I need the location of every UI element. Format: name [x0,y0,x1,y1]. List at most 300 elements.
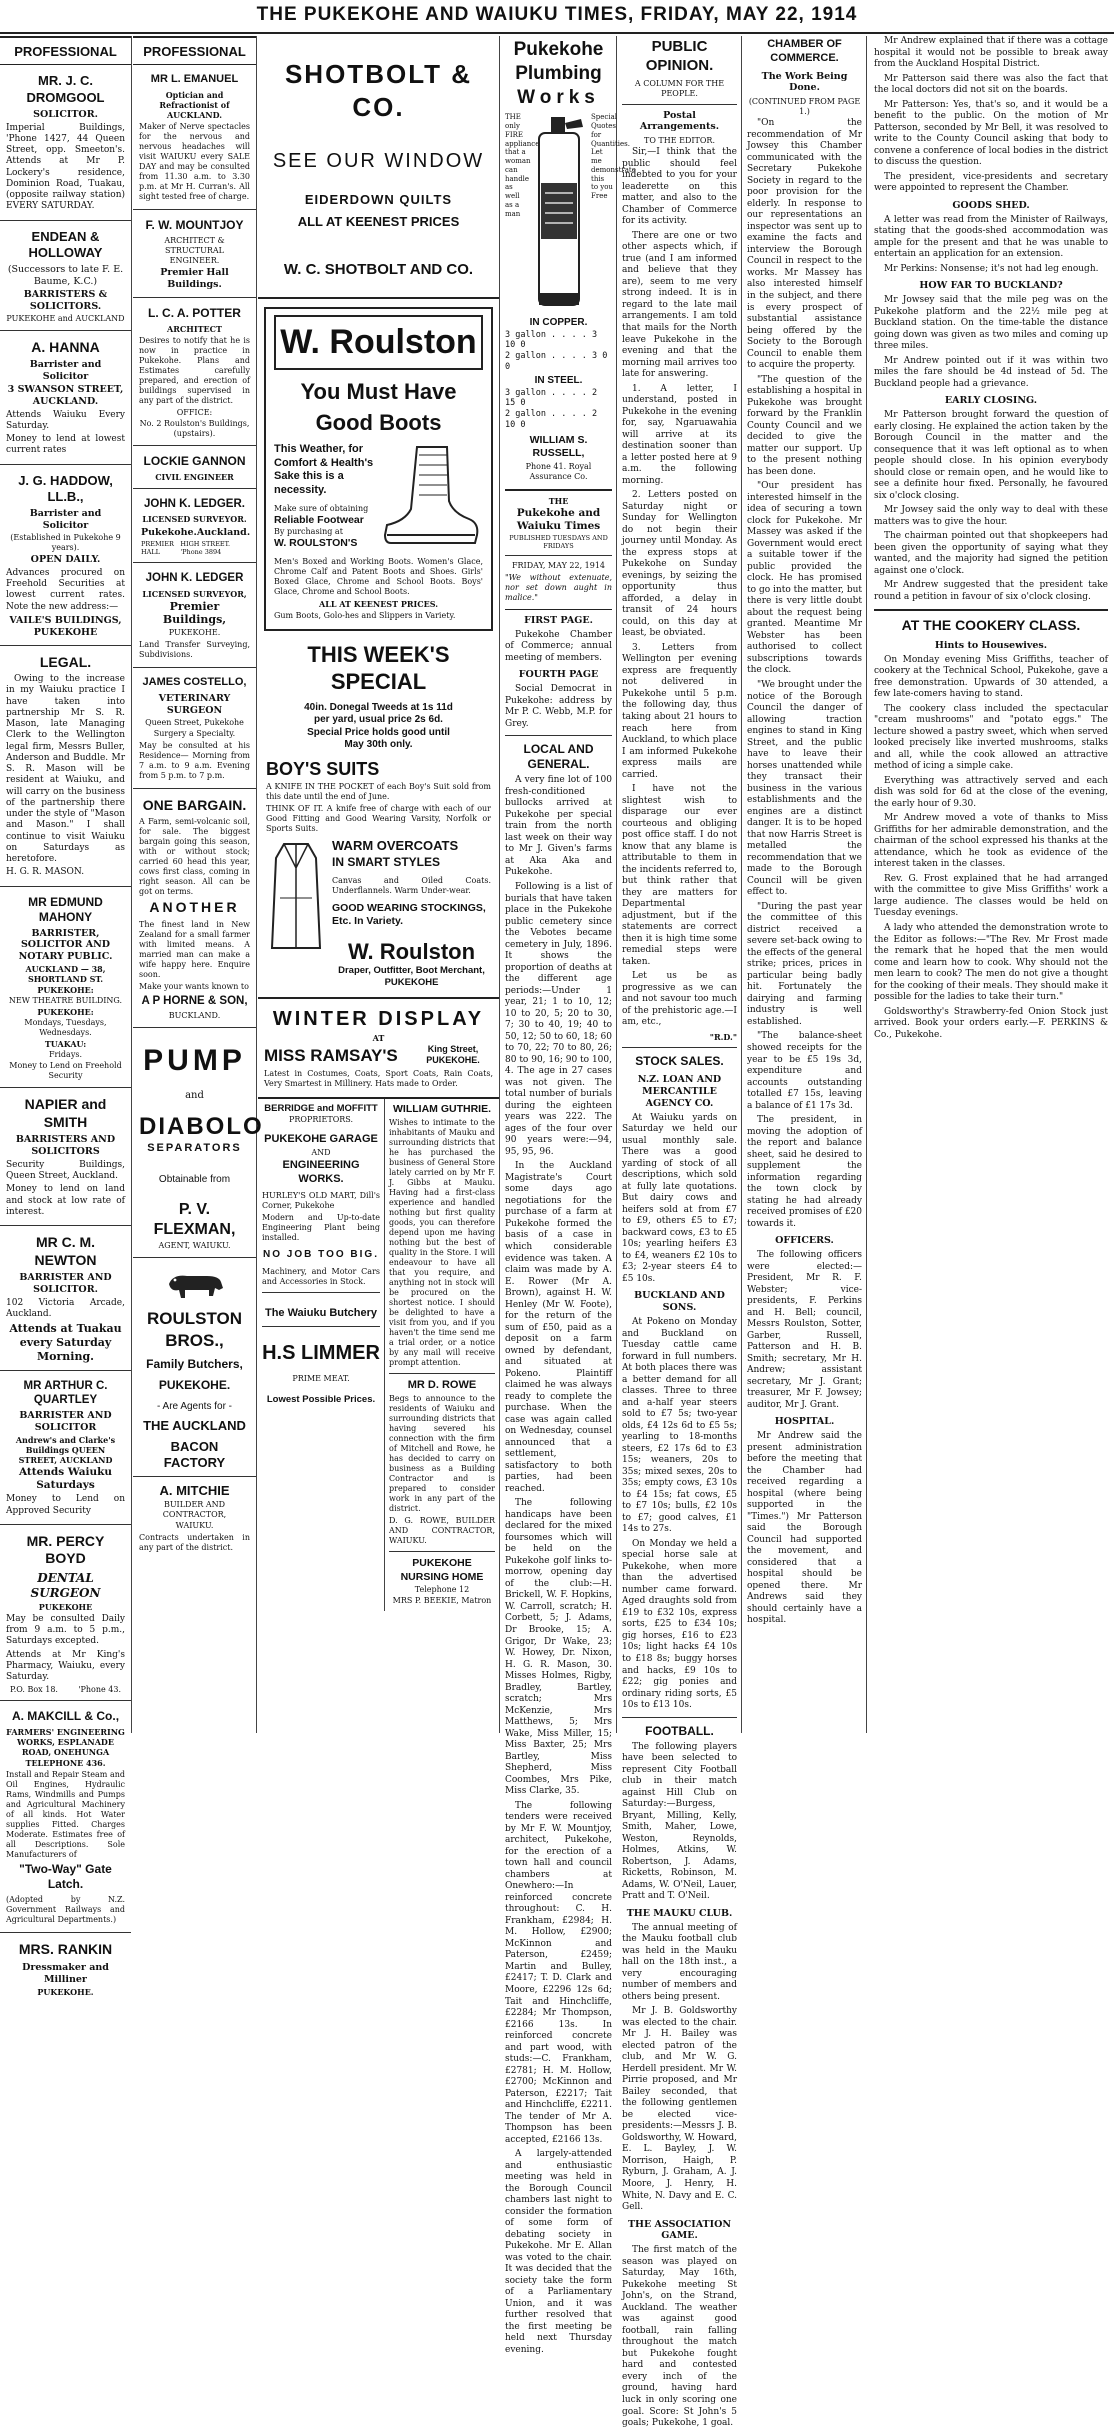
ad-plumbing-works: Works [517,86,600,108]
ad-stockings: GOOD WEARING STOCKINGS, Etc. In Variety. [332,901,486,927]
ad-ledger-2 [133,563,256,668]
index-first-text: Pukekohe Chamber of Commerce; annual meeting of members. [505,629,612,663]
letter-sign: "R.D." [709,1031,737,1042]
ad-winter-latest: Latest in Costumes, Coats, Sport Coats, Rain Coats, Very Smartest in Millinery. Hats made to Order. [264,1068,493,1088]
overcoat-icon [266,838,326,958]
ad-money: Money to lend on land and stock at low rate of interest. [6,1184,125,1217]
football-paragraph: The annual meeting of the Mauku football club was held in the Mauku hall on the 18th inst., a very encouraging number of members and others being present. [622,1922,737,2002]
ad-gannon [133,446,256,489]
column-plumbing-editorial [501,36,636,2355]
ad-name: JOHN K. LEDGER. [144,497,245,510]
ad-overcoats-canvas: Canvas and Oiled Coats. Underflannels. Warm Under-wear. [332,875,491,895]
ad-rowe-sign: D. G. ROWE, BUILDER AND CONTRACTOR, WAIUKU. [389,1516,495,1546]
stock-paragraph: On Monday we held a special horse sale at Pukekohe, when more than the advertised number came forward. Aged draughts sold from £19 to £32 10s, express sorts, £25 to £34 10s; gig horses, £16 to £23 10s; light hacks £4 10s to £18 8s; buggy horses and hacks, £9 10s to £22; gig ponies and ordinary riding sorts, £5 10s to £13 10s. [622,1538,737,1711]
ad-text: (Adopted by N.Z. Government Railways and Agricultural Departments.) [6,1895,125,1925]
ad-address: Premier Hall Buildings. [160,267,229,290]
ad-name: A. MITCHIE [159,1483,230,1498]
ad-tk-day: Fridays. [49,1050,82,1060]
ad-roulston-keenest: ALL AT KEENEST PRICES. [319,598,438,609]
ad-legal [0,646,131,887]
officers-heading: OFFICERS. [775,1235,834,1247]
ad-hurleys: HURLEY'S OLD MART, Dill's Corner, Pukekohe [262,1190,380,1210]
ad-days: Mondays, Tuesdays, Wednesdays. [24,1018,107,1038]
stock-sales-heading: STOCK SALES. [635,1053,724,1068]
ad-draper: Draper, Outfitter, Boot Merchant, PUKEKOHE [338,965,485,989]
ad-office-address: No. 2 Roulston's Buildings, (upstairs). [139,418,250,438]
ad-obtainable: Obtainable from [158,1173,231,1185]
chamber-paragraph: Mr Jowsey said the only way to deal with these matters was to give the hour. [874,505,1108,527]
football-paragraph: Mr J. B. Goldsworthy was elected to the chair. Mr J. H. Bailey was elected patron of the club, and Mr W. G. Herdell president. Mr W. Pirrie proposed, and Mr Bailey seconded, that the following gentlemen be elected vice-presidents:—Messrs J. B. Goldsworthy, W. Howard, E. L. Bayley, J. W. Morrison, Haigh, P. Ryburn, J. Graham, A. J. Moore, J. Henry, H. White, N. Davy and E. C. Gell. [622,2006,737,2213]
ad-place: Pukekohe. [141,527,197,539]
chamber-paragraph: Mr Patterson said there was also the fact that the local doctors did not sit on the boards. [874,73,1108,96]
letter-paragraph: 3. Letters from Wellington per evening express are frequently not delivered in Pukekohe until 5 p.m. the following day, thus taking about 21 hours to reach here from Auckland, to which place I am informed Pukekohe express mails are carried. [622,642,737,780]
ad-money: Money to Lend on Freehold Security [9,1061,122,1081]
ad-address: 102 Victoria Arcade, Auckland. [6,1297,125,1320]
ad-place: WAIUKU. [175,1521,214,1531]
cookery-paragraph: On Monday evening Miss Griffiths, teacher of cookery at the Technical School, Pukekohe, gave a free demonstration. Upwards of 30 attended, a few late-comers having to stand. [874,654,1108,700]
column-chamber-commerce [743,36,867,1733]
ad-name: ONE BARGAIN. [142,796,247,813]
cookery-heading: AT THE COOKERY CLASS. [901,617,1081,634]
chamber-paragraph: "The balance-sheet showed receipts for the year to be £5 19s 3d, expenditure and accounts outstanding totalled £7 15s, leaving a balance of £1 17s 3d. [747,1031,862,1111]
chamber-paragraph: The president, in moving the adoption of the report and balance sheet, said he desired to supplement the information regarding the town clock by stating he had already received promises of £20 towards it. [747,1115,863,1229]
local-general-heading: LOCAL AND GENERAL. [523,742,594,772]
cookery-paragraph: A lady who attended the demonstration wrote to the Editor as follows:—"The Rev. Mr Frost made the remark that he hoped that the men would come and learn how to cook. Why should not the men learn to cook? The men do not give a thought for the cooking of their meals. They should make it possible for the ladies to take their turn." [874,923,1108,1003]
chamber-paragraph: Mr Perkins: Nonsense; it's not had leg enough. [884,263,1099,274]
ad-name: MR EDMUND MAHONY [28,894,103,924]
ad-place: BUCKLAND. [168,1011,221,1020]
ad-lowest: Lowest Possible Prices. [266,1393,376,1405]
ad-plumbing-russellsub: Phone 41. Royal Assurance Co. [525,461,592,481]
ad-agents: - Are Agents for - [156,1400,233,1412]
ad-place: PUKEKOHE and AUCKLAND [6,313,125,323]
stock-paragraph: At Waiuku yards on Saturday we held our usual monthly sale. There was a good yarding of stock of all descriptions, which sold at fully late quotations. But dairy cows and heifers sold at from £7 to £9, others £5 to £7; backward cows, £3 to £5 10s; yearling heifers £3 to £4, weaners £2 10s to £3; 2-year steers £4 to £5 10s. [622,1112,737,1284]
ad-diabolo: DIABOLO [139,1113,264,1140]
chamber-heading: CHAMBER OF COMMERCE. [767,38,842,64]
ad-address: HIGH STREET. 'Phone 3894 [180,540,231,557]
ad-special-think: THINK OF IT. A knife free of charge with each of our Good Fitting and Good Wearing Varsity, Norfolk or Sports Suits. [266,804,491,834]
ad-butchers: Family Butchers, [146,1356,243,1371]
ad-plumbing-left: THE only FIRE appliance that a woman can handle as well as a man [505,113,540,218]
ad-plumbing-cu2: 2 gallon . . . . 3 0 0 [505,351,608,372]
ad-roulston-wr: W. ROULSTON'S [274,536,358,549]
ad-quartley [0,1371,131,1525]
ad-plumbing-pukekohe: Pukekohe [513,39,604,60]
ad-guthrie-text: Wishes to intimate to the inhabitants of Mauku and surrounding districts that he has purchased the business of General Store lately carried on by Mr F. J. Gibbs at Mauku. Having had a first-class experience and handled nothing but first quality goods, you can therefore depend upon me having nothing but the best of quality in the Store. I will endeavour to have all that you require, and anything not in stock will be procured on the shortest notice. I should be delighted to have a visit from you, and if you haven't the time send me a trial order, or a notice by any mail will receive prompt attention. [389,1117,495,1367]
stock-paragraph: At Pokeno on Monday and Buckland on Tuesday cattle came forward in full numbers. At both places there was a better demand for all classes. Three to three and a-half year steers sold to £7 5s; two-year olds, £4 12s 6d to £5 5s; yearling to 18-months steers, £2 17s 6d to £3 15s; weaners, 20s to 35s; mixed sexes, 20s to 35s; empty cows, £3 10s to £4 15s; fat cows, £5 to £7 10s; bulls, £2 10s to £7; good calves, £1 14s to 27s. [622,1317,737,1535]
cookery-paragraph: Mr Andrew moved a vote of thanks to Miss Griffiths for her admirable demonstration, and the chairman of the school expressed his thanks at the attendance, which he took as evidence of the interest taken in the classes. [874,813,1108,870]
ad-plumbing-russell: WILLIAM S. RUSSELL, [529,434,588,460]
ad-text: Desires to notify that he is now in practice in Pukekohe. Plans and Estimates carefully prepared, and erection of buildings supervised in any part of the district. [139,335,250,405]
ad-address: VAILE'S BUILDINGS, PUKEKOHE [9,614,122,638]
association-heading: THE ASSOCIATION GAME. [627,2218,732,2242]
ad-bargain [133,789,256,1028]
chamber-paragraph: The following officers were elected:—President, Mr R. F. Webster; vice-presidents, F. Perkins and H. Bell; council, Messrs Roulston, Sotter, Garber, Russell, Patterson and H. B. Smith; secretary, Mr H. Andrew; assistant secretary, Mr J. Grant; treasurer, Mr F. Jowsey; auditor, Mr J. Grant. [747,1250,862,1410]
ad-makcill [0,1701,131,1933]
ad-overcoats: WARM OVERCOATS [332,838,459,854]
ad-plumbing [505,38,636,491]
ad-role: Barrister and Solicitor [29,508,102,531]
ad-guthrie: WILLIAM GUTHRIE. [393,1102,491,1115]
fire-extinguisher-icon [527,113,591,313]
section-heading: PROFESSIONAL [133,36,256,65]
ad-name: MR. PERCY BOYD [26,1532,105,1567]
football-heading: FOOTBALL. [645,1723,714,1738]
ad-rowe-text: Begs to announce to the residents of Waiuku and surrounding districts that having severed his connection with the firm of Mitchell and Rowe, he has decided to carry on business as a Building Contractor and is prepared to consider work in any part of the district. [389,1394,495,1514]
ad-dromgool [0,65,131,220]
ad-role: BARRISTER, SOLICITOR AND NOTARY PUBLIC. [18,927,113,963]
index-first: FIRST PAGE. [524,615,593,626]
ad-money: Money to Lend on Approved Security [6,1494,125,1516]
ad-name: A. MAKCILL & Co., [11,1709,120,1724]
ad-text: Owing to the increase in my Waiuku practice I have taken into partnership Mr S. R. Mason, late Managing Clerk to the Wellington legal firm, Messrs Buller, Anderson and Buddle. Mr S. R. Mason will be resident at Waiuku, and will carry on the business of the partnership there under the style of "Mason and Mason." I shall continue to visit Waiuku on Saturdays as heretofore. [6,674,125,864]
ad-text: May be consulted at his Residence— Morning from 7 a.m. to 9 a.m. Evening from 5 p.m. to 7 p.m. [139,740,250,780]
ad-text: Install and Repair Steam and Oil Engines, Hydraulic Rams, Windmills and Pumps and Agricultural Machinery of all kinds. Hot Water supplies Fitted. Charges Moderate. Estimates free of all Descriptions. Sole Manufacturers of [6,1770,125,1860]
chamber-paragraph: The chairman pointed out that shopkeepers had been given the opportunity of saying what they wanted, and the majority had signed the petition against one o'clock. [874,531,1108,576]
ad-role: Dressmaker and Milliner [22,1961,109,1985]
football-paragraph: The following players have been selected to represent City Football club in their match against Hill Club on Saturday:—Burgess, Bryant, Milling, Kelly, Smith, Maher, Lowe, Weston, Reynolds, Holmes, Atkins, W. Robertson, J. Adams, Ricketts, Robinson, M. Adams, W. O'Neil, Lauer, Pratt and T. O'Neil. [622,1741,737,1902]
ad-plumbing-copper: IN COPPER. [529,317,588,329]
column-chamber-continued [868,36,1114,1733]
closing-note: Goldsworthy's Strawberry-fed Onion Stock just arrived. Book your orders early.—F. PERKINS & Co., Pukekohe. [874,1006,1108,1040]
ad-roulston-purchasing: By purchasing at [274,526,343,536]
mauku-heading: THE MAUKU CLUB. [626,1907,733,1919]
ad-special [258,639,499,991]
cookery-sub: Hints to Housewives. [934,639,1048,651]
ad-limmer: H.S LIMMER [262,1341,380,1364]
ad-name: ROULSTON BROS., [146,1309,243,1350]
chamber-paragraph: A letter was read from the Minister of Railways, stating that the goods-shed accommodation was ample for the present and that he was unable to entertain an application for an extension. [874,214,1108,260]
ad-pk2: PUKEKOHE: [37,1007,94,1018]
column-public-opinion [618,36,742,2429]
ad-hanna [0,331,131,465]
column-professional-2 [133,36,264,1733]
article-paragraph: In the Auckland Magistrate's Court some days ago negotiations for the purchase of a farm at Pukekohe formed the basis of a case in which considerable evidence was taken. A claim was made by A. E. Rower (Mr A. Brown), against H. W. Henley (Mr W. Foote), for the return of the sum of £50, paid as a deposit on a farm owned by defendant, and situated at Pokeno. Plaintiff claimed he was always ready to complete the purchase. When the case was again called on Wednesday, counsel announced that a settlement, satisfactory to both parties, had been reached. [505,1161,612,1494]
ad-est: (Established in Pukekohe 9 years). [10,532,121,552]
ad-pk-address: NEW THEATRE BUILDING. [8,996,123,1006]
ad-name: LOCKIE GANNON [143,453,246,468]
ad-proprietors: PROPRIETORS. [288,1115,354,1125]
ad-name: MR. J. C. DROMGOOL [26,73,105,105]
ad-attends: Attends Waiuku Saturdays [18,1466,113,1492]
ad-flexman: P. V. FLEXMAN, [153,1201,236,1239]
ad-roulston-men: Men's Boxed and Working Boots. Women's Glace, Chrome Calf and Patent Boots and Shoes. Girls' Boxed Glace, Chrome and School Boots. Boys' Glace, Chrome and School Boots. [274,556,483,596]
ad-text: Maker of Nerve spectacles for the nervous and nervous headaches will visit WAIUKU every SALE DAY and may be consulted from 11.30 a.m. to 3.30 p.m. at Mr H. Curran's. All sight tested free of charge. [139,122,250,201]
ad-make: Make your wants known to [139,981,249,991]
ad-emanuel [133,65,256,210]
ad-shotbolt-eider: EIDERDOWN QUILTS [304,192,453,207]
ad-sign: H. G. R. MASON. [6,867,85,878]
chamber-continued: (CONTINUED FROM PAGE 1.) [748,97,861,117]
ad-open: OPEN DAILY. [30,553,101,565]
ad-phone: 'Phone 43. [78,1685,121,1695]
chamber-paragraph: Mr Andrew said the present administration before the meeting that the Chamber had received regarding a hospital (where being supported in the "Times.") Mr Patterson said the Borough Council had supported the movement, and considered that a hospital should be opened there. Mr Andrews said they should certainly have a hospital. [747,1431,862,1626]
ad-tk: TUAKAU: [44,1039,87,1050]
ad-garage-title: PUKEKOHE GARAGE [264,1133,378,1146]
ad-text: May be consulted Daily from 9 a.m. to 5 p.m., Saturdays excepted. [6,1613,125,1647]
ad-potter [133,298,256,446]
ad-agent: A P HORNE & SON, [141,994,248,1007]
ad-text: A Farm, semi-volcanic soil, for sale. The biggest bargain going this season, with or without stock; carried 60 head this year, cows first class, coming in right season. All can be got on terms. [139,817,250,897]
article-paragraph: A very fine lot of 100 fresh-conditioned bullocks arrived at Pukekohe per special train from the north last week on their way to Mr J. Given's farms at Aka Aka and Pukekohe. [505,775,612,878]
ad-and: and [185,1089,204,1101]
ad-rankin [0,1933,131,2002]
ad-role: ARCHITECT & STRUCTURAL ENGINEER. [164,236,225,265]
ad-and: AND [311,1148,331,1158]
ad-winter-at: AT [372,1033,385,1043]
ad-role: BARRISTER AND SOLICITOR. [19,1272,112,1295]
ad-text: Advances procured on Freehold Securities at lowest current rates. Note the new address:— [6,567,125,612]
ad-address: PREMIER HALL [141,540,174,557]
ad-name: MR C. M. NEWTON [34,1234,97,1268]
chamber-paragraph: "The question of the establishing a hospital in Pukekohe was brought forward by the Franklin County Council and we decided to give the matter our support. Up to the present nothing has been done. [747,374,862,477]
ad-roulston-boots: Good Boots [315,410,442,436]
ad-garage [258,1099,385,1611]
stock-nzloan: N.Z. LOAN AND MERCANTILE AGENCY CO. [637,1073,722,1109]
ad-shotbolt [258,36,499,299]
ad-plumbing-steel: IN STEEL. [534,375,583,387]
ad-nursing: PUKEKOHE NURSING HOME [400,1557,484,1583]
ad-role: Barrister and Solicitor [29,359,102,382]
ad-plumbing-st2: 2 gallon . . . . 2 10 0 [505,409,598,430]
ad-pump [133,1028,264,1258]
ad-plumbing-right: Special Quotes for Quantities. Let me demonstrate this to you Free [591,113,636,200]
early-closing-heading: EARLY CLOSING. [944,395,1038,407]
chamber-paragraph: Mr Andrew explained that if there was a cottage hospital it would not be possible to break away from the Auckland Hospital District. [874,36,1108,70]
letter-paragraph: Let us be as progressive as we can and not savour too much of the prehistoric age.—I am, etc., [622,971,737,1028]
chamber-paragraph: Mr Andrew pointed out if it was within two miles the fare should be 4d instead of 5d. The Buckland people had a grievance. [874,355,1108,389]
ad-role: VETERINARY SURGEON [158,692,231,716]
ad-address: 3 SWANSON STREET, AUCKLAND. [7,383,124,407]
ad-roulston-musthave: You Must Have [300,378,457,404]
ad-roulston-weather: This Weather, for Comfort & Health's Sake this is a necessity. [274,442,374,496]
ad-shotbolt-window: SEE OUR WINDOW [272,150,485,172]
ad-text: Security Buildings, Queen Street, Auckland. [6,1159,125,1182]
ad-newton [0,1226,131,1371]
ad-sub: FARMERS' ENGINEERING WORKS, ESPLANADE ROAD, ONEHUNGA [6,1727,125,1758]
ad-boyd [0,1525,131,1702]
goods-shed-heading: GOODS SHED. [952,199,1030,211]
ad-plumbing-cu1: 3 gallon . . . . 3 10 0 [505,329,598,351]
ad-the: THE AUCKLAND [143,1418,246,1434]
ad-sub: (Successors to late F. E. Baume, K.C.) [7,264,124,287]
ad-roulston-title: W. Roulston [274,315,483,370]
editorial-paper: Pukekohe and Waiuku Times [516,506,601,532]
ad-plumbing-plumbing: Plumbing [515,62,602,84]
ad-rowe: MR D. ROWE [407,1378,477,1391]
column-professional-1 [0,36,132,1997]
ad-place: PUKEKOHE. [168,628,221,638]
ad-name: MR L. EMANUEL [150,73,239,86]
ad-overcoats-smart: IN SMART STYLES [332,854,441,869]
ad-roulston-bros [133,1258,256,1477]
ad-costello [133,668,256,789]
index-fourth: FOURTH PAGE [518,669,599,681]
ad-text: Land Transfer Surveying, Subdivisions. [139,640,250,660]
ad-shotbolt-sign: W. C. SHOTBOLT AND CO. [283,260,474,278]
cookery-paragraph: Rev. G. Frost explained that he had arranged with the committee to give Miss Griffiths' work a large audience. The classes would be held on Tuesday evenings. [874,873,1108,919]
cookery-paragraph: The cookery class included the spectacular "cream mushrooms" and "potato eggs." The lecture showed a pastry sweet, which when served looked precisely like inverted mushrooms, stalks and all, while the cook allowed an attractive method of icing a simple cake. [874,703,1108,772]
ad-role: CIVIL ENGINEER [155,471,234,482]
ad-tel: TELEPHONE 436. [25,1758,106,1769]
ad-special-title: THIS WEEK'S SPECIAL [307,641,450,695]
ad-attends: Attends at Tuakau every Saturday Morning. [9,1322,122,1363]
ad-mitchie [133,1477,256,1560]
ad-guthrie-rowe [385,1099,499,1611]
football-paragraph: The first match of the season was played on Saturday, May 16th, Pukekohe meeting St John's, on the Strand, Auckland. The weather was against good football, rain falling throughout the match but Pukekohe fought hard and contested every inch of the ground, having hard luck in only scoring one goal. Score: St John's 5 goals; Pukekohe, 1 goal. [622,2245,737,2429]
letter-paragraph: 2. Letters posted on Saturday night or Sunday for Wellington do not begin their journey until Monday. As the express stops at Pukekohe on Sunday evenings, by seizing the opportunity thus afforded, a delay in transit of 24 hours could, on this day at least, be obviated. [622,490,737,639]
chamber-paragraph: Mr Patterson brought forward the question of early closing. He explained the action taken by the Borough Council in the matter and the consequence that it was left optional as to when people should close. In his opinion everybody should close or remain open, and he would like to see a definite hour fixed. Personally, he favoured six o'clock closing. [874,410,1108,501]
chamber-paragraph: "We brought under the notice of the Borough Council the danger of allowing traction engines to stand in King Street, and the public have to leave their horses unattended while they transact their business in the various establishments and the engines are a distinct danger. It is to be hoped that now Harris Street is metalled the recommendation that we made to the Borough Council will be given effect to. [747,680,862,898]
ad-roulston [264,307,493,631]
ad-box: P.O. Box 18. [10,1685,58,1695]
article-paragraph: A largely-attended and enthusiastic meeting was held in the Borough Council chambers last night to consider the formation of some form of debating society in Pukekohe. Mr E. Allan was voted to the chair. It was decided that the society take the form of a Parliamentary Union, and it was further resolved that the first meeting be held next Thursday evening. [505,2149,612,2355]
ad-prime: PRIME MEAT. [292,1373,350,1383]
ad-name: LEGAL. [39,653,92,670]
ad-role: LICENSED SURVEYOR, [142,588,247,599]
ad-machinery: Machinery, and Motor Cars and Accessories in Stock. [262,1267,380,1287]
letter-paragraph: 1. A letter, I understand, posted in Pukekohe in the evening for, say, Ngaruawahia will arrive at its destination sooner than a letter posted here at 9 a.m. the following morning. [622,383,737,486]
column-display-ads [258,36,500,1733]
article-paragraph: Following is a list of burials that have taken place in the Pukekohe public cemetery since the Vebotes became cemetery in July, 1896. It shows the proportion of deaths at the different age periods:—Under 1 year, 21; 1 to 10, 12; 10 to 20, 5; 20 to 30, 7; 30 to 40, 19; 40 to 50, 12; 50 to 60, 18; 60 to 70, 22; 70 to 80, 26; 80 to 90, 16; 90 to 100, 4. The age in 27 cases was not given. The total number of burials during the eighteen years was 222. The ages of the four over 90 years were:—94, 95, 95, 96. [505,882,612,1157]
ad-text: Attends at Mr King's Pharmacy, Waiuku, every Saturday. [6,1649,125,1683]
ad-name: J. G. HADDOW, LL.B., [18,472,113,504]
ad-nursing-phone: Telephone 12 [414,1584,470,1594]
ad-name: NAPIER and SMITH [24,1096,107,1130]
ad-separators: SEPARATORS [147,1142,242,1154]
section-heading: PROFESSIONAL [0,36,131,65]
ad-special-boys: BOY'S SUITS [266,758,380,779]
ad-special-tweeds: 40in. Donegal Tweeds at 1s 11d per yard, usual price 2s 6d. Special Price holds good until May 30th only. [304,701,453,751]
ad-berridge: BERRIDGE and MOFFITT [264,1102,378,1114]
ad-name: MRS. RANKIN [18,1941,113,1958]
ad-role: BARRISTER AND SOLICITOR [19,1410,112,1434]
chamber-paragraph: "Our president has interested himself in the idea of securing a town clock for Pukekohe. Mr Massey was asked if the Government would erect a suitable tower if the public provided the clock. He has promised to go into the matter, but there is very little doubt about the request being granted. Meantime Mr Webster has been authorised to collect subscriptions towards the clock. [747,481,862,676]
ad-nursing-matron: MRS P. BEEKIE, Matron [392,1595,492,1605]
ad-place: Auckland. [196,527,251,539]
ad-name: A. HANNA [31,338,100,355]
ad-name: F. W. MOUNTJOY [145,218,244,232]
article-paragraph: The following tenders were received by Mr F. W. Mountjoy, architect, Pukekohe, for the erection of a town hall and council chambers at Onewhero:—In reinforced concrete throughout: C. H. Frankham, £2984; H. M. Hollow, £2900; McKinnon and Paterson, £2459; Martin and Bulley, £2417; T. D. Clark and Moore, £2296 12s 6d; Tait and Hinchcliffe, £2284; Mr Thompson, £2166 13s. In reinforced concrete and part wood, with studs:—C. Frankham, £2781; H. M. Hollow, £2700; McKinnon and Paterson, £2217; Tait and Hinchcliffe, £2211. The tender of Mr A. Thompson has been accepted, £2166 13s. [505,1800,612,2145]
ad-nojob: NO JOB TOO BIG. [263,1248,379,1260]
ad-endean [0,221,131,331]
masthead: THE PUKEKOHE AND WAIUKU TIMES, FRIDAY, MAY 22, 1914 [0,0,1114,34]
ad-role: ARCHITECT [167,323,222,334]
ad-name: L. C. A. POTTER [148,305,241,320]
ad-winter-title: WINTER DISPLAY [272,1008,485,1030]
ad-name: JAMES COSTELLO, [142,676,247,689]
ad-text: Money to lend at lowest current rates [6,434,125,456]
ad-roulston-reliable: Reliable Footwear [274,513,364,526]
ad-winter-ramsay: MISS RAMSAY'S [264,1045,398,1065]
ad-name: ENDEAN & HOLLOWAY [28,228,103,260]
editorial-published: PUBLISHED TUESDAYS AND FRIDAYS [509,533,608,550]
chamber-paragraph: Mr Andrew suggested that the president take round a petition in favour of six o'clock closing. [874,580,1108,602]
ad-roulston2: W. Roulston [347,938,476,964]
ad-roulston-obtain: Make sure of obtaining [274,503,369,513]
chamber-paragraph: "On the recommendation of Mr Jowsey this Chamber communicated with the Secretary Pukekohe Society in regard to the poor provision for the elderly. In response to our representations an inspector was sent up to examine the facts and interview the Borough Council in respect to the works. Mr Massey has also interested himself in the subject, and there is every prospect of substantial assistance being offered by the Society to the Borough Council to enable them to acquire the property. [747,118,862,371]
ad-role: Optician and Refractionist of AUCKLAND. [159,90,230,120]
ad-plumbing-st1: 3 gallon . . . . 2 15 0 [505,387,598,409]
chamber-paragraph: Mr Patterson: Yes, that's so, and it would be a benefit to the public. On the motion of Mr Patterson, seconded by Mr Bell, it was resolved to write to the County Council asking that body to convene a conference of local bodies in the district to discuss the question. [874,99,1108,168]
ad-latch: "Two-Way" Gate Latch. [19,1862,112,1892]
ad-pump-title: PUMP [143,1044,246,1077]
index-fourth-text: Social Democrat in Pukekohe: address by Mr P. C. Webb, M.P. for Grey. [505,684,612,729]
ad-place: PUKEKOHE. [37,1986,94,1997]
ad-mountjoy [133,210,256,298]
ad-place: PUKEKOHE [38,1601,93,1612]
chamber-paragraph: The president, vice-presidents and secretary were appointed to represent the Chamber. [874,171,1108,194]
ad-spec: Surgery a Specialty. [153,728,236,738]
letter-paragraph: Sir,—I think that the public should feel indebted to you for your leaderette on this matter, and also to the Chamber of Commerce for its activity. [622,147,737,227]
ad-modern: Modern and Up-to-date Engineering Plant being installed. [262,1212,380,1242]
buckland-heading: HOW FAR TO BUCKLAND? [919,280,1063,292]
ad-mahony [0,887,131,1089]
ad-haddow [0,465,131,646]
to-editor: TO THE EDITOR. [643,136,715,146]
ad-pk: PUKEKOHE: [37,985,94,996]
ad-special-knife: A KNIFE IN THE POCKET of each Boy's Suit sold from this date until the end of June. [266,782,491,802]
public-opinion-heading: PUBLIC OPINION. [645,38,714,74]
ad-role: BUILDER AND CONTRACTOR, [162,1500,227,1520]
ad-address: Premier Buildings, [162,599,227,627]
ad-name: JOHN K. LEDGER [145,572,244,585]
boot-icon [377,443,483,553]
ad-role: SOLICITOR. [33,108,98,120]
ad-shotbolt-prices: ALL AT KEENEST PRICES [297,214,460,230]
ad-winter-kingst: King Street, PUKEKOHE. [426,1044,480,1066]
ad-text: Imperial Buildings, 'Phone 1427, 44 Queen Street, opp. Smeeton's. Attends at Mr P. Lockery's residence, Dominion Road, Tuakau, (opposite railway station) EVERY SATURDAY. [6,122,125,212]
ad-role: LICENSED SURVEYOR. [142,514,247,525]
ad-flexman-place: AGENT, WAIUKU. [158,1241,231,1251]
ad-bacon: BACON FACTORY [163,1438,226,1470]
ad-place: PUKEKOHE. [158,1377,231,1392]
ad-office: OFFICE: [176,407,213,417]
ad-text: Contracts undertaken in any part of the district. [139,1533,250,1553]
editorial-masthead [505,491,612,611]
cookery-paragraph: Everything was attractively served and each dish was sold for 6d at the close of the evening, the early hour of 9.30. [874,775,1108,809]
ad-role: BARRISTERS & SOLICITORS. [23,288,108,312]
ad-role: DENTAL SURGEON [30,1570,101,1600]
ad-butchery: The Waiuku Butchery [264,1307,378,1320]
ad-roulston-gum: Gum Boots, Golo-hes and Slippers in Variety. [274,610,456,620]
chamber-sub: The Work Being Done. [761,70,848,94]
editorial-the: THE [548,495,569,506]
postal-heading: Postal Arrangements. [639,109,720,133]
ad-text: The finest land in New Zealand for a small farmer with limited means. A married man can make a wife happy here. Enquire soon. [139,919,250,979]
editorial-motto: "We without extenuate, nor set down aught in malice." [505,573,612,602]
ad-text: Attends Waiuku Every Saturday. [6,409,125,431]
public-opinion-sub: A COLUMN FOR THE PEOPLE. [634,78,725,98]
bull-icon [163,1266,227,1306]
letter-paragraph: There are one or two other aspects which, if true (and I am informed and believe that they are), seem to me very strong indeed. It is in regard to the late mail arrangements. I am told that mails for the North leave Pukekohe in the evening and that the morning mail arrives too late for answering. [622,230,737,380]
editorial-date: FRIDAY, MAY 22, 1914 [511,561,606,570]
ad-shotbolt-title: SHOTBOLT & CO. [284,59,473,122]
stock-buckland: BUCKLAND AND SONS. [634,1290,725,1314]
ad-ledger-1 [133,489,256,564]
ad-napier [0,1088,131,1226]
chamber-paragraph: Mr Jowsey said that the mile peg was on the Pukekohe platform and the 22½ mile peg at Buckland station. On the time-table the distance going down was given as two miles and coming up three miles. [874,295,1108,352]
ad-engineering: ENGINEERING WORKS. [282,1159,360,1185]
chamber-paragraph: "During the past year the committee of this district received a severe set-back owing to the effects of the general strike; prices, prices in particular being badly hit. Fortunately the dairying and farming industry is well established. [747,901,862,1027]
ad-name: MR ARTHUR C. QUARTLEY [23,1379,108,1406]
ad-title2: ANOTHER [149,899,240,916]
ad-address: Queen Street, Pukekohe [145,717,244,727]
ad-role: BARRISTERS AND SOLICITORS [15,1134,116,1157]
ad-address: Andrew's and Clarke's Buildings QUEEN STREET, AUCKLAND [15,1435,116,1466]
article-paragraph: The following handicaps have been declared for the mixed foursomes which will be held on the Pukekohe golf links to-morrow, opening day of the club:—H. Brickell, W. F. Hopkins, W. Carroll, scratch; H. Corbett, 5; J. Adams, Dr Brooke, 15; A. Grigor, Dr Wake, 23; W. Howey, Dr. Nixon, H. G. R. Mason, 30. Misses Holmes, Rigby, Bradley, Bartley, scratch; Mrs McKenzie, Mrs Matthews, 5; Mrs Wake, Miss Miller, 15; Miss Baxter, 25; Mrs Bartley, Miss Shepherd, Miss Coombes, Mrs Pike, Miss Clarke, 35. [505,1498,612,1797]
hospital-heading: HOSPITAL. [774,1416,835,1428]
